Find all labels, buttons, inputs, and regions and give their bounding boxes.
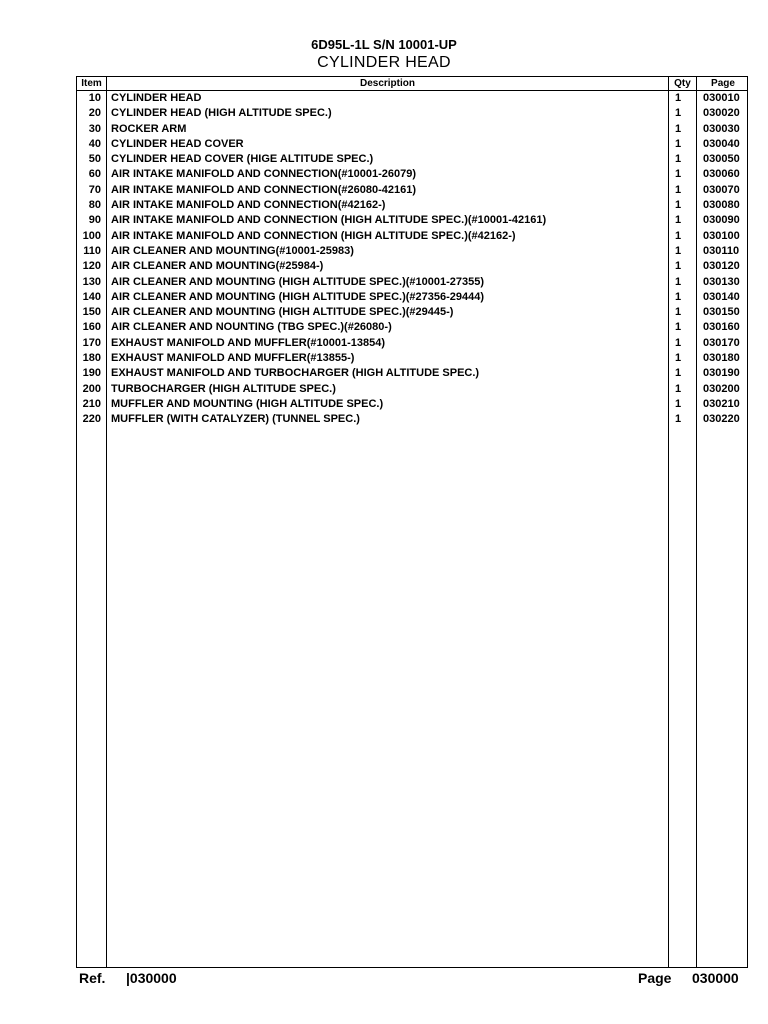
- row-item-number: 220: [82, 413, 101, 426]
- row-page-ref: 030080: [703, 199, 740, 212]
- row-description: CYLINDER HEAD COVER: [111, 137, 244, 150]
- row-description: EXHAUST MANIFOLD AND MUFFLER(#10001-13854): [111, 336, 386, 349]
- row-item-number: 30: [88, 122, 101, 135]
- row-page-ref: 030160: [703, 321, 740, 334]
- row-quantity: 1: [675, 244, 682, 257]
- table-row: [77, 336, 747, 351]
- table-row: [77, 91, 747, 106]
- row-page-ref: 030140: [703, 290, 740, 303]
- table-row: [77, 290, 747, 305]
- row-quantity: 1: [675, 214, 682, 227]
- row-item-number: 130: [82, 275, 101, 288]
- table-row: [77, 167, 747, 182]
- row-page-ref: 030120: [703, 260, 740, 273]
- row-item-number: 10: [88, 92, 101, 104]
- row-description: ROCKER ARM: [111, 122, 187, 135]
- row-page-ref: 030060: [703, 168, 740, 181]
- row-quantity: 1: [675, 352, 682, 365]
- row-item-number: 140: [82, 290, 101, 303]
- table-row: [77, 198, 747, 213]
- table-row: [77, 213, 747, 228]
- parts-index-table: [76, 76, 748, 968]
- model-serial-heading: 6D95L-1L S/N 10001-UP: [311, 37, 457, 52]
- row-quantity: 1: [675, 229, 682, 242]
- row-page-ref: 030100: [703, 229, 740, 242]
- table-row: [77, 382, 747, 397]
- row-quantity: 1: [675, 382, 682, 395]
- row-description: MUFFLER (WITH CATALYZER) (TUNNEL SPEC.): [111, 413, 360, 426]
- row-quantity: 1: [675, 336, 682, 349]
- row-quantity: 1: [675, 122, 682, 135]
- table-row: [77, 259, 747, 274]
- row-page-ref: 030010: [703, 92, 740, 104]
- row-quantity: 1: [675, 397, 682, 410]
- row-page-ref: 030090: [703, 214, 740, 227]
- row-quantity: 1: [675, 290, 682, 303]
- page-label: Page: [638, 970, 672, 986]
- row-page-ref: 030220: [703, 413, 740, 426]
- table-header-row: [77, 77, 747, 91]
- row-page-ref: 030180: [703, 352, 740, 365]
- row-description: AIR CLEANER AND MOUNTING (HIGH ALTITUDE SPEC.)(#29445-): [111, 306, 454, 319]
- page-number: 030000: [692, 970, 739, 986]
- row-quantity: 1: [675, 183, 682, 196]
- row-quantity: 1: [675, 260, 682, 273]
- row-item-number: 190: [82, 367, 101, 380]
- table-row: [77, 152, 747, 167]
- page-title: CYLINDER HEAD: [317, 54, 451, 71]
- row-page-ref: 030150: [703, 306, 740, 319]
- row-item-number: 20: [88, 107, 101, 120]
- row-description: AIR CLEANER AND MOUNTING(#25984-): [111, 260, 324, 273]
- row-description: AIR INTAKE MANIFOLD AND CONNECTION(#42162-): [111, 199, 386, 212]
- column-header-item: Item: [81, 78, 102, 89]
- table-row: [77, 412, 747, 427]
- row-page-ref: 030110: [703, 244, 740, 257]
- row-page-ref: 030070: [703, 183, 740, 196]
- row-description: AIR INTAKE MANIFOLD AND CONNECTION (HIGH ALTITUDE SPEC.)(#42162-): [111, 229, 516, 242]
- row-quantity: 1: [675, 306, 682, 319]
- row-page-ref: 030170: [703, 336, 740, 349]
- row-page-ref: 030040: [703, 137, 740, 150]
- row-quantity: 1: [675, 275, 682, 288]
- table-row: [77, 351, 747, 366]
- table-row: [77, 320, 747, 335]
- table-row: [77, 244, 747, 259]
- row-quantity: 1: [675, 199, 682, 212]
- row-item-number: 200: [82, 382, 101, 395]
- row-description: MUFFLER AND MOUNTING (HIGH ALTITUDE SPEC.): [111, 397, 384, 410]
- row-item-number: 50: [88, 153, 101, 166]
- table-row: [77, 366, 747, 381]
- row-description: AIR INTAKE MANIFOLD AND CONNECTION(#26080-42161): [111, 183, 416, 196]
- table-row: [77, 106, 747, 121]
- row-item-number: 180: [82, 352, 101, 365]
- row-item-number: 60: [88, 168, 101, 181]
- row-page-ref: 030030: [703, 122, 740, 135]
- row-description: EXHAUST MANIFOLD AND TURBOCHARGER (HIGH ALTITUDE SPEC.): [111, 367, 480, 380]
- row-description: AIR CLEANER AND MOUNTING (HIGH ALTITUDE SPEC.)(#27356-29444): [111, 290, 485, 303]
- row-quantity: 1: [675, 92, 682, 104]
- row-item-number: 170: [82, 336, 101, 349]
- ref-label: Ref.: [79, 970, 106, 986]
- row-item-number: 110: [83, 244, 101, 257]
- column-header-page: Page: [711, 78, 735, 89]
- column-header-description: Description: [359, 78, 415, 89]
- row-page-ref: 030050: [703, 153, 740, 166]
- table-row: [77, 229, 747, 244]
- row-item-number: 40: [88, 137, 101, 150]
- row-item-number: 160: [82, 321, 101, 334]
- row-page-ref: 030020: [703, 107, 740, 120]
- table-row: [77, 183, 747, 198]
- row-page-ref: 030130: [703, 275, 740, 288]
- row-item-number: 70: [88, 183, 101, 196]
- row-page-ref: 030210: [703, 397, 740, 410]
- row-item-number: 90: [88, 214, 101, 227]
- row-quantity: 1: [675, 168, 682, 181]
- row-description: CYLINDER HEAD COVER (HIGE ALTITUDE SPEC.): [111, 153, 374, 166]
- ref-number: |030000: [126, 970, 177, 986]
- row-quantity: 1: [675, 153, 682, 166]
- row-description: AIR INTAKE MANIFOLD AND CONNECTION(#10001-26079): [111, 168, 416, 181]
- row-quantity: 1: [675, 413, 682, 426]
- row-description: EXHAUST MANIFOLD AND MUFFLER(#13855-): [111, 352, 355, 365]
- row-description: AIR CLEANER AND NOUNTING (TBG SPEC.)(#26080-): [111, 321, 392, 334]
- column-header-qty: Qty: [674, 78, 691, 89]
- table-body: [77, 91, 747, 428]
- row-page-ref: 030200: [703, 382, 740, 395]
- row-quantity: 1: [675, 367, 682, 380]
- row-description: AIR CLEANER AND MOUNTING(#10001-25983): [111, 244, 354, 257]
- row-description: TURBOCHARGER (HIGH ALTITUDE SPEC.): [111, 382, 336, 395]
- table-row: [77, 305, 747, 320]
- row-description: CYLINDER HEAD (HIGH ALTITUDE SPEC.): [111, 107, 332, 120]
- row-item-number: 150: [82, 306, 101, 319]
- row-item-number: 80: [88, 199, 101, 212]
- table-row: [77, 122, 747, 137]
- table-row: [77, 397, 747, 412]
- row-item-number: 120: [82, 260, 101, 273]
- table-row: [77, 137, 747, 152]
- row-item-number: 210: [82, 397, 101, 410]
- row-description: CYLINDER HEAD: [111, 92, 202, 104]
- row-quantity: 1: [675, 137, 682, 150]
- table-row: [77, 275, 747, 290]
- row-item-number: 100: [82, 229, 101, 242]
- row-description: AIR INTAKE MANIFOLD AND CONNECTION (HIGH ALTITUDE SPEC.)(#10001-42161): [111, 214, 547, 227]
- row-page-ref: 030190: [703, 367, 740, 380]
- row-quantity: 1: [675, 321, 682, 334]
- row-quantity: 1: [675, 107, 682, 120]
- row-description: AIR CLEANER AND MOUNTING (HIGH ALTITUDE SPEC.)(#10001-27355): [111, 275, 485, 288]
